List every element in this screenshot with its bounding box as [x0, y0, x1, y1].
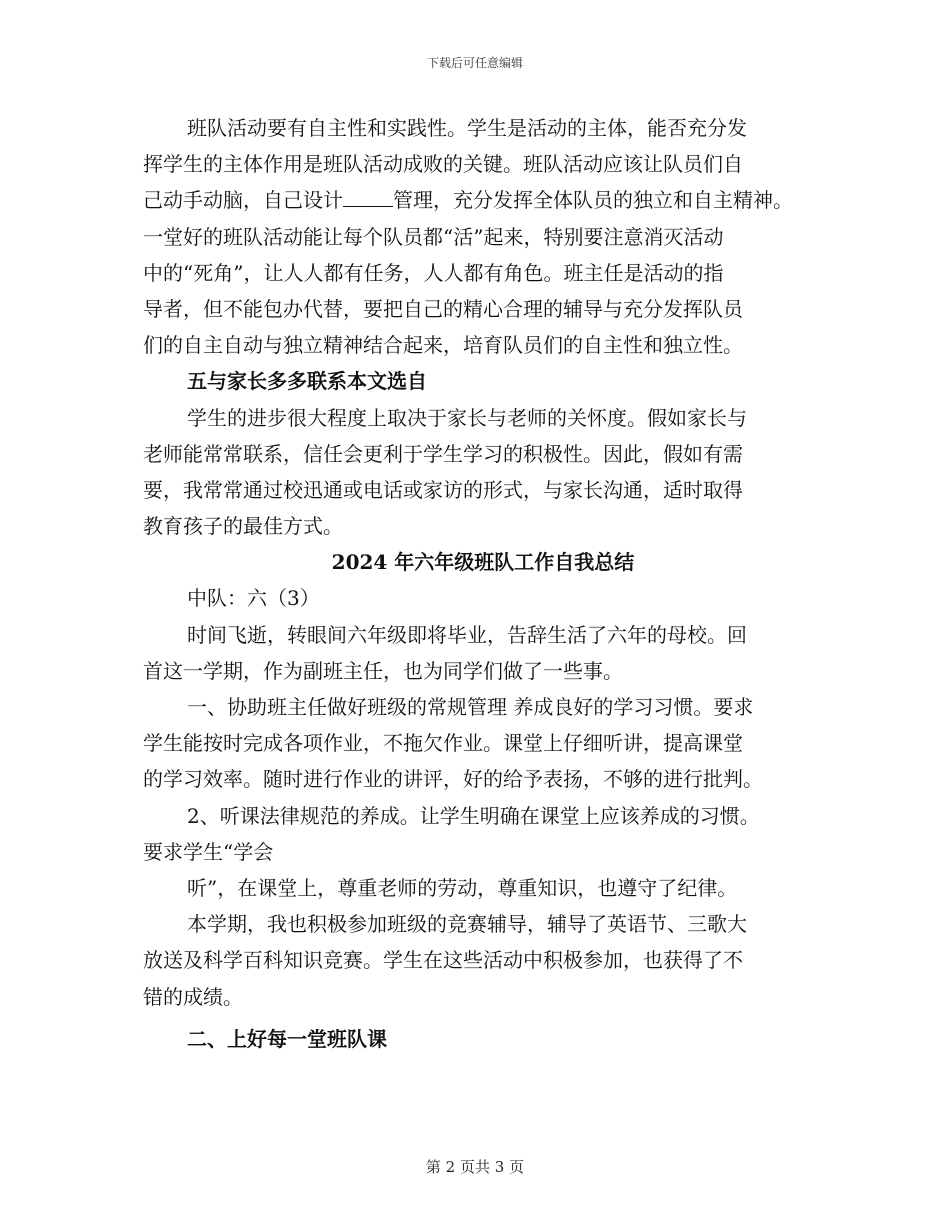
paragraph-line: 一、协助班主任做好班级的常规管理 养成良好的学习习惯。要求 — [187, 695, 754, 719]
page-header: 下载后可任意编辑 — [426, 56, 523, 70]
fill-in-blank — [343, 188, 393, 207]
paragraph-line: 首这一学期，作为副班主任，也为同学们做了一些事。 — [143, 658, 623, 683]
page-footer: 第 2 页共 3 页 — [425, 1158, 525, 1176]
paragraph-line: 学生能按时完成各项作业，不拖欠作业。课堂上仔细听讲，提高课堂 — [143, 731, 743, 756]
paragraph-line: 本学期，我也积极参加班级的竞赛辅导，辅导了英语节、三歌大 — [187, 912, 747, 937]
text-segment: 己动手动脑，自己设计 — [143, 188, 343, 213]
section-heading: 二、上好每一堂班队课 — [187, 1026, 387, 1051]
paragraph-line: 要，我常常通过校迅通或电话或家访的形式，与家长沟通，适时取得 — [143, 477, 743, 502]
paragraph-line: 的学习效率。随时进行作业的讲评，好的给予表扬，不够的进行批判。 — [143, 767, 763, 792]
paragraph-line: 时间飞逝，转眼间六年级即将毕业，告辞生活了六年的母校。回 — [187, 622, 747, 647]
paragraph-line — [143, 182, 823, 218]
paragraph-line: 放送及科学百科知识竞赛。学生在这些活动中积极参加，也获得了不 — [143, 948, 743, 973]
squad-label: 中队：六（3） — [187, 586, 320, 611]
paragraph-line: 要求学生“学会 — [143, 839, 274, 864]
section-heading: 五与家长多多联系本文选自 — [187, 369, 427, 394]
paragraph-line: 们的自主自动与独立精神结合起来，培育队员们的自主性和独立性。 — [143, 333, 743, 358]
paragraph-line: 班队活动要有自主性和实践性。学生是活动的主体，能否充分发 — [187, 116, 747, 140]
paragraph-line: 导者，但不能包办代替，要把自己的精心合理的辅导与充分发挥队员 — [143, 296, 743, 321]
text-segment: 管理，充分发挥全体队员的独立和自主精神。 — [393, 188, 793, 213]
paragraph-line: 教育孩子的最佳方式。 — [143, 514, 343, 539]
paragraph-line: 错的成绩。 — [143, 984, 243, 1009]
paragraph-line: 听”，在课堂上，尊重老师的劳动，尊重知识，也遵守了纪律。 — [187, 875, 738, 900]
paragraph-line: 学生的进步很大程度上取决于家长与老师的关怀度。假如家长与 — [187, 405, 747, 430]
document-body — [143, 110, 823, 1057]
document-title: 2024 年六年级班队工作自我总结 — [331, 550, 635, 575]
paragraph-line: 挥学生的主体作用是班队活动成败的关键。班队活动应该让队员们自 — [143, 152, 743, 177]
paragraph-line: 中的“死角”，让人人都有任务，人人都有角色。班主任是活动的指 — [143, 260, 724, 285]
paragraph-line: 一堂好的班队活动能让每个队员都“活”起来，特别要注意消灭活动 — [143, 224, 724, 249]
paragraph-line: 老师能常常联系，信任会更利于学生学习的积极性。因此，假如有需 — [143, 441, 743, 466]
paragraph-line: 2、听课法律规范的养成。让学生明确在课堂上应该养成的习惯。 — [187, 803, 760, 828]
